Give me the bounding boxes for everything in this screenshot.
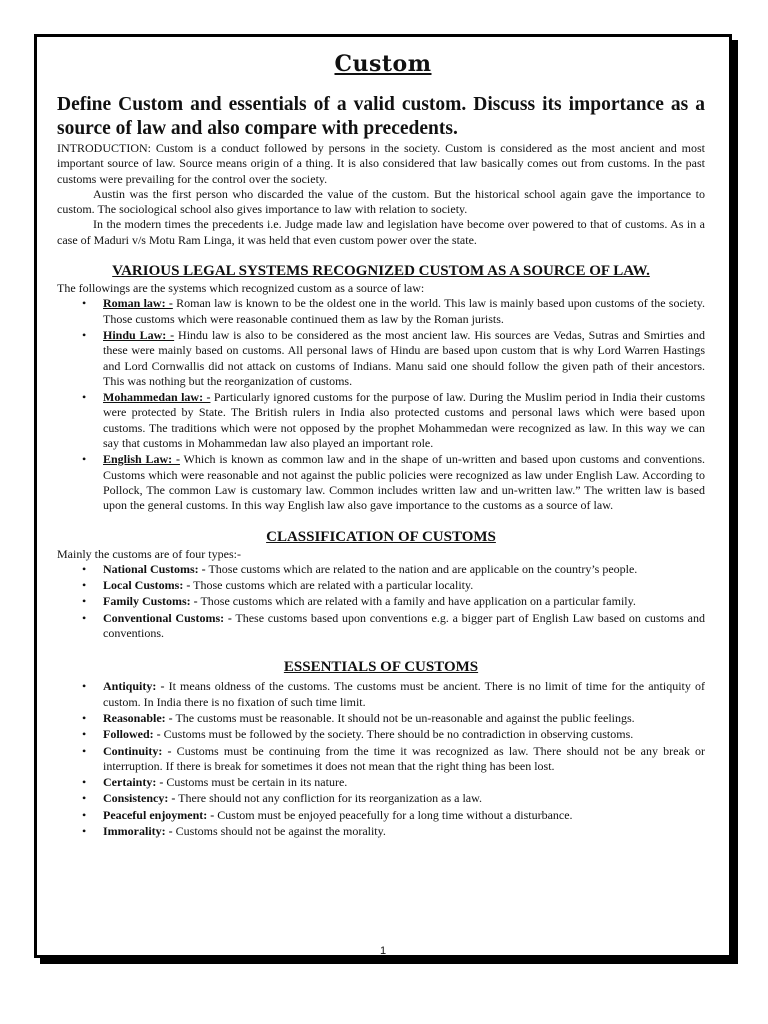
list-item — [82, 727, 705, 742]
item-term: English Law: - — [103, 452, 180, 467]
bullet-icon: • — [82, 775, 87, 790]
item-text: Customs should not be against the morality. — [172, 823, 386, 838]
classification-list — [57, 562, 705, 641]
item-term: Consistency: - — [103, 791, 176, 806]
bullet-icon: • — [82, 578, 87, 593]
item-term: Family Customs: - — [103, 594, 198, 609]
item-term: Conventional Customs: - — [103, 610, 232, 625]
legal-systems-heading: VARIOUS LEGAL SYSTEMS RECOGNIZED CUSTOM AS A SOURCE OF LAW. — [112, 263, 650, 280]
list-item — [82, 578, 705, 593]
item-text: Those customs which are related with a family and have application on a particular family. — [197, 594, 636, 609]
list-item — [82, 296, 706, 327]
bullet-icon: • — [82, 390, 87, 405]
item-text: It means oldness of the customs. The customs must be ancient. There is no limit of time for the antiquity of custom. In India there is no fixation of such time limit. — [103, 679, 706, 709]
bullet-icon: • — [82, 710, 87, 725]
bullet-icon: • — [82, 743, 87, 758]
item-text: There should not any confliction for its reorganization as a law. — [175, 791, 483, 806]
item-term: Antiquity: - — [103, 679, 165, 694]
bullet-icon: • — [82, 679, 87, 694]
list-item — [82, 710, 705, 726]
bullet-icon: • — [82, 594, 87, 609]
item-term: Certainty: - — [103, 775, 164, 790]
bullet-icon: • — [82, 452, 87, 467]
question-heading: Define Custom and essentials of a valid custom. Discuss its importance as a source of law and also compare with precedents. — [57, 94, 705, 139]
list-item — [82, 775, 705, 790]
document-page — [34, 34, 732, 958]
item-text: Those customs which are related to the nation and are applicable on the country’s people. — [205, 561, 638, 576]
bullet-icon: • — [82, 610, 87, 625]
item-text: Custom must be enjoyed peacefully for a long time without a disturbance. — [214, 807, 573, 822]
modern-times-paragraph: In the modern times the precedents i.e. Judge made law and legislation have become over powered to that of customs. As in a case of Maduri v/s Motu Ram Linga, it was held that even custom power over the state. — [57, 217, 705, 247]
item-term: Hindu Law: - — [103, 327, 175, 342]
list-item — [82, 610, 705, 642]
item-term: Continuity: - — [103, 743, 172, 758]
item-term: Local Customs: - — [103, 578, 191, 593]
item-term: Roman law: - — [103, 296, 173, 311]
item-term: Followed: - — [103, 727, 161, 742]
item-text: Particularly ignored customs for the purpose of law. During the Muslim period in India their customs were protected by State. The British rulers in India also protected customs and personal laws which were based upon customs. The traditions which were not opposed by the prophet Mohammedan were recognized as law. In this way we can say that customs in Mohammedan law also played an important role. — [103, 390, 705, 451]
list-item — [82, 823, 705, 839]
list-item — [82, 679, 706, 710]
essentials-heading: ESSENTIALS OF CUSTOMS — [283, 659, 479, 676]
austin-paragraph: Austin was the first person who discarded the value of the custom. But the historical school again gave the importance to custom. The sociological school also gives importance to law with relation to society. — [57, 186, 705, 217]
item-text: Those customs which are related with a particular locality. — [190, 578, 474, 593]
item-term: Immorality: - — [103, 823, 173, 838]
item-term: Peaceful enjoyment: - — [103, 807, 215, 822]
bullet-icon: • — [82, 727, 87, 742]
item-text: The customs must be reasonable. It should not be un-reasonable and against the public feelings. — [172, 710, 635, 725]
list-item — [82, 807, 705, 823]
section-spacer — [57, 642, 705, 658]
list-item — [82, 743, 705, 775]
bullet-icon: • — [82, 807, 87, 822]
intro-paragraph: INTRODUCTION: Custom is a conduct followed by persons in the society. Custom is considered as the most ancient and most important source of law. Source means origin of a thing. It is also considered that law basically comes out from customs. In the past customs were prevailing for the control over the society. — [57, 141, 705, 186]
classification-heading: CLASSIFICATION OF CUSTOMS — [266, 528, 496, 545]
essentials-list — [57, 679, 705, 839]
item-text: Which is known as common law and in the shape of un-written and based upon customs and conventions. Customs which were reasonable and not against the public policies were recognized as law under English Law. According to Pollock, The common Law is customary law. Common includes written law and un-written law.” The written law is based upon the general customs. In this way English law also gave importance to the customs as a source of law. — [103, 452, 705, 513]
list-item — [82, 791, 705, 806]
list-item — [82, 561, 705, 577]
page-number: 1 — [379, 945, 387, 957]
classification-intro: Mainly the customs are of four types:- — [57, 546, 241, 561]
bullet-icon: • — [82, 327, 87, 342]
bullet-icon: • — [82, 791, 87, 806]
list-item — [82, 452, 705, 513]
legal-systems-intro: The followings are the systems which recognized custom as a source of law: — [57, 281, 425, 296]
item-text: Customs must be certain in its nature. — [163, 775, 348, 790]
item-text: These customs based upon conventions e.g. a bigger part of English Law based on customs and conventions. — [103, 610, 705, 641]
bullet-icon: • — [82, 823, 87, 838]
document-title: Custom — [334, 51, 432, 77]
item-term: National Customs: - — [103, 561, 206, 576]
item-text: Hindu law is also to be considered as the most ancient law. His sources are Vedas, Sutras and Smirties and these were mainly based on customs. All personal laws of Hindu are based upon custom that is why Lord Warren Hastings and Lord Cornwallis did not attack on customs of Indians. Manu said one should follow the given path of their ancestors. This was nothing but the reorganization of customs. — [103, 327, 705, 388]
list-item — [82, 327, 705, 389]
item-text: Roman law is known to be the oldest one in the world. This law is mainly based upon customs of the society. Those customs which were reasonable continued them as law by the Roman jurists. — [103, 296, 706, 326]
item-term: Mohammedan law: - — [103, 390, 211, 405]
bullet-icon: • — [82, 561, 87, 576]
item-text: Customs must be followed by the society. There should be no contradiction in observing customs. — [160, 727, 634, 742]
item-term: Reasonable: - — [103, 710, 173, 725]
document-body — [57, 93, 705, 840]
bullet-icon: • — [82, 296, 87, 311]
legal-systems-list — [57, 296, 705, 513]
list-item — [82, 594, 705, 609]
item-text: Customs must be continuing from the time it was recognized as law. There should not be any break or interruption. If there is break for sometimes it does not mean that the right thing has been lost. — [103, 743, 705, 773]
list-item — [82, 390, 705, 451]
